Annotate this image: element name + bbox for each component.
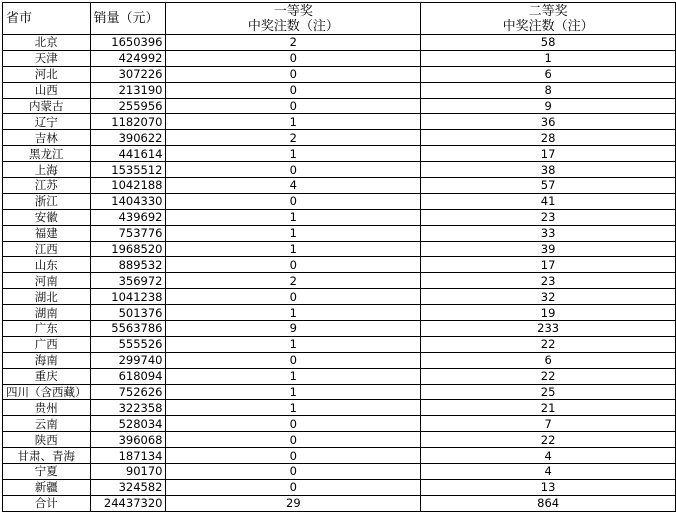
cell-first-prize: 0 bbox=[166, 66, 421, 82]
cell-first-prize: 4 bbox=[166, 178, 421, 194]
table-row bbox=[3, 305, 676, 321]
cell-sales: 1968520 bbox=[90, 241, 166, 257]
cell-first-prize: 1 bbox=[166, 336, 421, 352]
cell-sales: 1041238 bbox=[90, 289, 166, 305]
header-first-prize-title: 一等奖 bbox=[273, 3, 313, 19]
table-row bbox=[3, 225, 676, 241]
cell-second-prize: 57 bbox=[421, 178, 676, 194]
cell-first-prize: 0 bbox=[166, 98, 421, 114]
cell-sales: 396068 bbox=[90, 432, 166, 448]
header-second-prize bbox=[421, 3, 676, 35]
table-row bbox=[3, 193, 676, 209]
cell-second-prize: 22 bbox=[421, 432, 676, 448]
cell-province: 广东 bbox=[3, 321, 91, 337]
cell-first-prize: 0 bbox=[166, 416, 421, 432]
cell-sales: 307226 bbox=[90, 66, 166, 82]
cell-province: 河南 bbox=[3, 273, 91, 289]
header-second-prize-title: 二等奖 bbox=[528, 3, 568, 19]
table-row bbox=[3, 241, 676, 257]
cell-second-prize: 41 bbox=[421, 193, 676, 209]
cell-second-prize: 233 bbox=[421, 321, 676, 337]
cell-province: 湖南 bbox=[3, 305, 91, 321]
cell-province: 云南 bbox=[3, 416, 91, 432]
total-label: 合计 bbox=[3, 495, 91, 511]
cell-second-prize: 58 bbox=[421, 35, 676, 51]
total-second-prize: 864 bbox=[421, 495, 676, 511]
total-sales: 24437320 bbox=[90, 495, 166, 511]
cell-sales: 1042188 bbox=[90, 178, 166, 194]
cell-first-prize: 0 bbox=[166, 162, 421, 178]
cell-second-prize: 23 bbox=[421, 273, 676, 289]
cell-sales: 439692 bbox=[90, 209, 166, 225]
cell-second-prize: 9 bbox=[421, 98, 676, 114]
cell-province: 安徽 bbox=[3, 209, 91, 225]
table-row bbox=[3, 130, 676, 146]
cell-first-prize: 1 bbox=[166, 368, 421, 384]
cell-sales: 528034 bbox=[90, 416, 166, 432]
cell-province: 吉林 bbox=[3, 130, 91, 146]
cell-first-prize: 1 bbox=[166, 114, 421, 130]
cell-province: 山西 bbox=[3, 82, 91, 98]
cell-sales: 1182070 bbox=[90, 114, 166, 130]
cell-first-prize: 0 bbox=[166, 50, 421, 66]
table-row bbox=[3, 98, 676, 114]
total-first-prize: 29 bbox=[166, 495, 421, 511]
cell-second-prize: 22 bbox=[421, 336, 676, 352]
cell-sales: 390622 bbox=[90, 130, 166, 146]
cell-second-prize: 4 bbox=[421, 464, 676, 480]
cell-second-prize: 36 bbox=[421, 114, 676, 130]
header-first-prize bbox=[166, 3, 421, 35]
cell-first-prize: 0 bbox=[166, 289, 421, 305]
cell-sales: 1650396 bbox=[90, 35, 166, 51]
table-row bbox=[3, 82, 676, 98]
cell-second-prize: 23 bbox=[421, 209, 676, 225]
table-row bbox=[3, 448, 676, 464]
cell-province: 河北 bbox=[3, 66, 91, 82]
cell-province: 山东 bbox=[3, 257, 91, 273]
cell-second-prize: 4 bbox=[421, 448, 676, 464]
cell-second-prize: 6 bbox=[421, 66, 676, 82]
cell-second-prize: 17 bbox=[421, 146, 676, 162]
cell-first-prize: 0 bbox=[166, 479, 421, 495]
total-row bbox=[3, 495, 676, 511]
cell-sales: 1535512 bbox=[90, 162, 166, 178]
cell-second-prize: 25 bbox=[421, 384, 676, 400]
table-row bbox=[3, 400, 676, 416]
table-row bbox=[3, 321, 676, 337]
cell-sales: 501376 bbox=[90, 305, 166, 321]
cell-first-prize: 0 bbox=[166, 193, 421, 209]
header-first-prize-unit: 中奖注数（注） bbox=[247, 18, 339, 34]
cell-province: 天津 bbox=[3, 50, 91, 66]
table-row bbox=[3, 352, 676, 368]
table-row bbox=[3, 368, 676, 384]
cell-first-prize: 0 bbox=[166, 464, 421, 480]
cell-province: 甘肃、青海 bbox=[3, 448, 91, 464]
cell-second-prize: 17 bbox=[421, 257, 676, 273]
cell-sales: 618094 bbox=[90, 368, 166, 384]
header-sales: 销量（元） bbox=[90, 3, 166, 35]
cell-first-prize: 2 bbox=[166, 35, 421, 51]
cell-second-prize: 32 bbox=[421, 289, 676, 305]
cell-first-prize: 2 bbox=[166, 130, 421, 146]
table-row bbox=[3, 209, 676, 225]
cell-province: 新疆 bbox=[3, 479, 91, 495]
cell-sales: 324582 bbox=[90, 479, 166, 495]
header-province: 省市 bbox=[3, 3, 91, 35]
cell-first-prize: 1 bbox=[166, 305, 421, 321]
cell-sales: 187134 bbox=[90, 448, 166, 464]
table-body bbox=[3, 35, 676, 512]
cell-first-prize: 1 bbox=[166, 241, 421, 257]
cell-province: 黑龙江 bbox=[3, 146, 91, 162]
cell-first-prize: 1 bbox=[166, 146, 421, 162]
cell-province: 贵州 bbox=[3, 400, 91, 416]
header-row bbox=[3, 3, 676, 35]
cell-sales: 322358 bbox=[90, 400, 166, 416]
cell-first-prize: 1 bbox=[166, 384, 421, 400]
cell-province: 四川（含西藏） bbox=[3, 384, 91, 400]
cell-sales: 90170 bbox=[90, 464, 166, 480]
table-row bbox=[3, 336, 676, 352]
table-row bbox=[3, 289, 676, 305]
cell-sales: 424992 bbox=[90, 50, 166, 66]
table-row bbox=[3, 162, 676, 178]
table-row bbox=[3, 257, 676, 273]
cell-sales: 1404330 bbox=[90, 193, 166, 209]
cell-first-prize: 0 bbox=[166, 432, 421, 448]
table-row bbox=[3, 416, 676, 432]
cell-province: 辽宁 bbox=[3, 114, 91, 130]
header-second-prize-unit: 中奖注数（注） bbox=[502, 18, 594, 34]
cell-first-prize: 0 bbox=[166, 448, 421, 464]
lottery-sales-table bbox=[2, 2, 676, 512]
cell-second-prize: 22 bbox=[421, 368, 676, 384]
cell-province: 广西 bbox=[3, 336, 91, 352]
table-row bbox=[3, 432, 676, 448]
cell-second-prize: 21 bbox=[421, 400, 676, 416]
cell-province: 陕西 bbox=[3, 432, 91, 448]
cell-second-prize: 7 bbox=[421, 416, 676, 432]
table-row bbox=[3, 273, 676, 289]
cell-sales: 753776 bbox=[90, 225, 166, 241]
cell-province: 海南 bbox=[3, 352, 91, 368]
table-row bbox=[3, 50, 676, 66]
cell-first-prize: 2 bbox=[166, 273, 421, 289]
cell-first-prize: 9 bbox=[166, 321, 421, 337]
table-row bbox=[3, 178, 676, 194]
cell-second-prize: 39 bbox=[421, 241, 676, 257]
cell-second-prize: 13 bbox=[421, 479, 676, 495]
cell-province: 上海 bbox=[3, 162, 91, 178]
table-row bbox=[3, 66, 676, 82]
cell-second-prize: 28 bbox=[421, 130, 676, 146]
table-row bbox=[3, 146, 676, 162]
cell-province: 宁夏 bbox=[3, 464, 91, 480]
cell-first-prize: 1 bbox=[166, 225, 421, 241]
cell-second-prize: 33 bbox=[421, 225, 676, 241]
cell-second-prize: 19 bbox=[421, 305, 676, 321]
table-row bbox=[3, 384, 676, 400]
cell-sales: 889532 bbox=[90, 257, 166, 273]
cell-province: 江西 bbox=[3, 241, 91, 257]
cell-province: 福建 bbox=[3, 225, 91, 241]
cell-sales: 555526 bbox=[90, 336, 166, 352]
cell-sales: 299740 bbox=[90, 352, 166, 368]
cell-first-prize: 1 bbox=[166, 209, 421, 225]
cell-first-prize: 0 bbox=[166, 82, 421, 98]
cell-second-prize: 1 bbox=[421, 50, 676, 66]
cell-sales: 356972 bbox=[90, 273, 166, 289]
cell-province: 重庆 bbox=[3, 368, 91, 384]
cell-second-prize: 38 bbox=[421, 162, 676, 178]
cell-sales: 441614 bbox=[90, 146, 166, 162]
table-header bbox=[3, 3, 676, 35]
table-row bbox=[3, 114, 676, 130]
cell-first-prize: 1 bbox=[166, 400, 421, 416]
cell-second-prize: 6 bbox=[421, 352, 676, 368]
cell-sales: 752626 bbox=[90, 384, 166, 400]
table-row bbox=[3, 479, 676, 495]
table-row bbox=[3, 464, 676, 480]
cell-province: 江苏 bbox=[3, 178, 91, 194]
cell-province: 内蒙古 bbox=[3, 98, 91, 114]
cell-province: 湖北 bbox=[3, 289, 91, 305]
cell-sales: 213190 bbox=[90, 82, 166, 98]
cell-first-prize: 0 bbox=[166, 352, 421, 368]
cell-province: 浙江 bbox=[3, 193, 91, 209]
cell-second-prize: 8 bbox=[421, 82, 676, 98]
cell-province: 北京 bbox=[3, 35, 91, 51]
cell-sales: 255956 bbox=[90, 98, 166, 114]
cell-first-prize: 0 bbox=[166, 257, 421, 273]
table-row bbox=[3, 35, 676, 51]
cell-sales: 5563786 bbox=[90, 321, 166, 337]
